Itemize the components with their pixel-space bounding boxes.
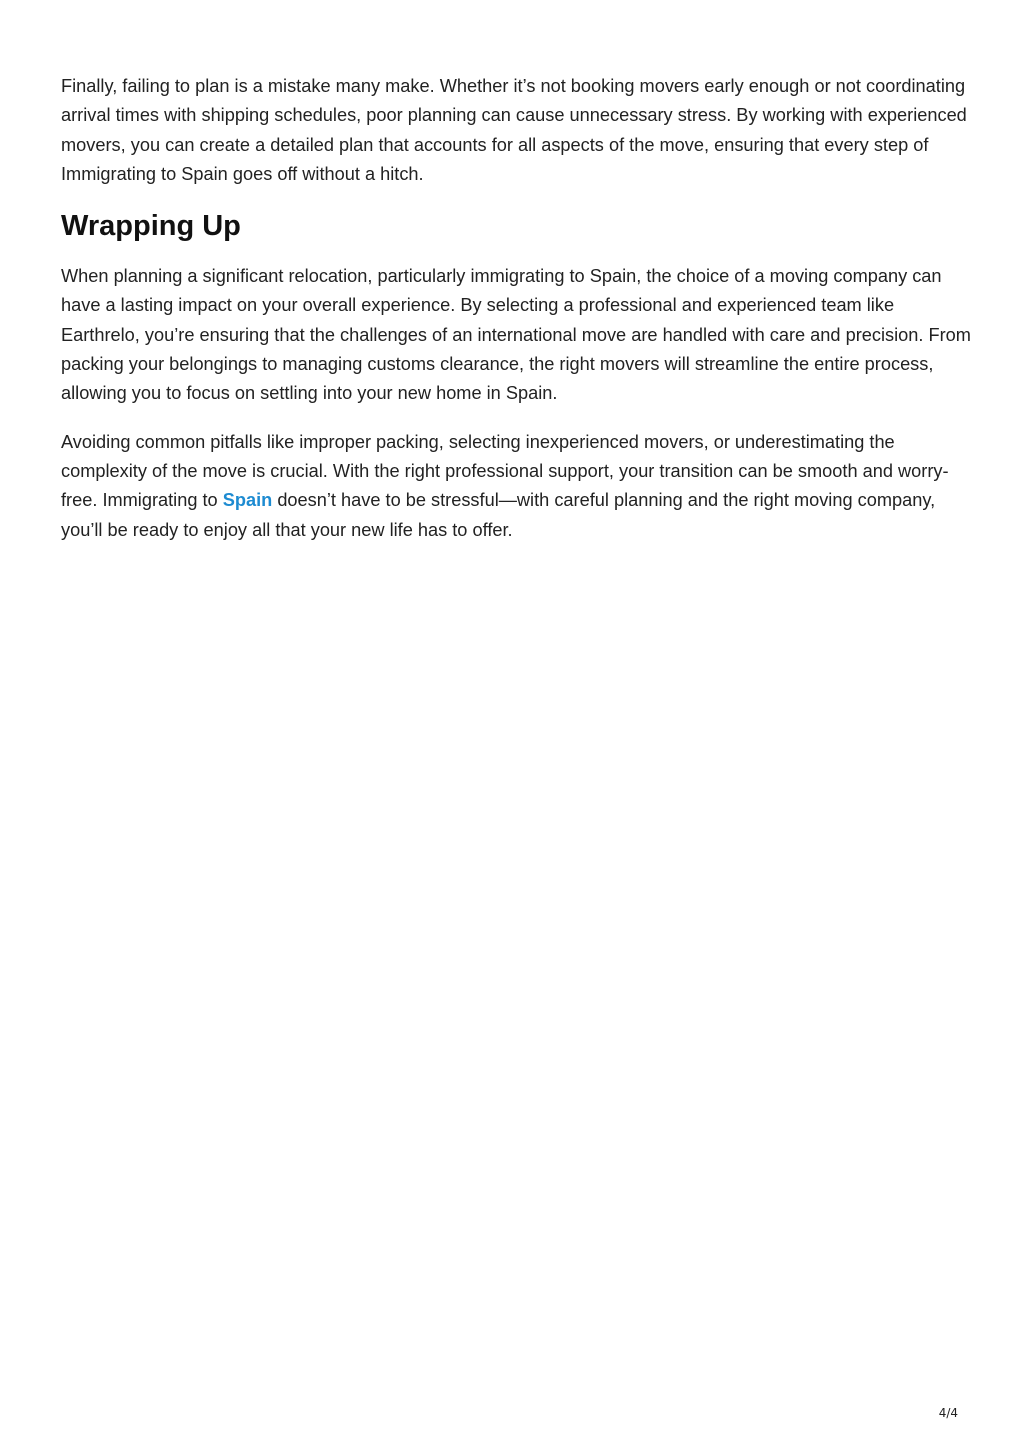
paragraph-pitfalls-text-end: doesn’t have to be stressful—with careful planning and the right moving company, you’ll be ready to enjoy all that your new life has to offer. (61, 490, 936, 540)
page-number: 4/4 (938, 1406, 958, 1420)
section-heading: Wrapping Up (61, 210, 241, 243)
paragraph-wrapping-up: When planning a significant relocation, particularly immigrating to Spain, the choice of a moving company can have a lasting impact on your overall experience. By selecting a professional and experienced team like Earthrelo, you’re ensuring that the challenges of an international move are handled with care and precision. From packing your belongings to managing customs clearance, the right movers will streamline the entire process, allowing you to focus on settling into your new home in Spain. (61, 266, 971, 404)
paragraph-pitfalls-text-start: Avoiding common pitfalls like improper packing, selecting inexperienced movers, or underestimating the complexity of the move is crucial. With the right professional support, your transition can be smooth and worry-free. Immigrating to (61, 431, 949, 511)
paragraph-planning: Finally, failing to plan is a mistake many make. Whether it’s not booking movers early enough or not coordinating arrival times with shipping schedules, poor planning can cause unnecessary stress. By working with experienced movers, you can create a detailed plan that accounts for all aspects of the move, ensuring that every step of Immigrating to Spain goes off without a hitch. (61, 76, 967, 184)
spain-link[interactable]: Spain (222, 490, 273, 511)
paragraph-pitfalls (61, 428, 971, 545)
article-body (61, 72, 971, 564)
